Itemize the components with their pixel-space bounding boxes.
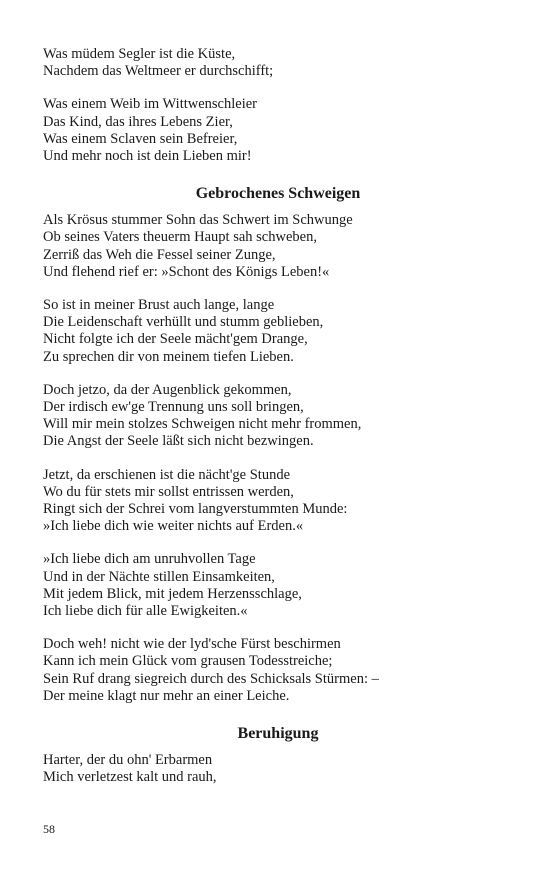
verse-line: »Ich liebe dich am unruhvollen Tage [43,551,256,568]
verse-line: Die Leidenschaft verhüllt und stumm geblieben, [43,314,324,331]
verse-line: Und mehr noch ist dein Lieben mir! [43,148,252,165]
page-content [43,46,513,803]
verse-line: Nachdem das Weltmeer er durchschifft; [43,63,274,80]
poem-gebrochenes-schweigen [43,184,513,705]
verse-line: Der irdisch ew'ge Trennung uns soll bringen, [43,399,304,416]
verse-line: Und in der Nächte stillen Einsamkeiten, [43,568,275,585]
verse-line: Zerriß das Weh die Fessel seiner Zunge, [43,246,276,263]
verse-line: Das Kind, das ihres Lebens Zier, [43,113,233,130]
verse-line: Was müdem Segler ist die Küste, [43,46,236,62]
poem-title: Beruhigung [237,725,319,743]
verse-line: Und flehend rief er: »Schont des Königs Leben!« [43,263,330,280]
verse-line: Doch weh! nicht wie der lyd'sche Fürst beschirmen [43,636,341,653]
verse-line: Wo du für stets mir sollst entrissen werden, [43,483,294,500]
stanza [43,297,513,366]
verse-line: Doch jetzo, da der Augenblick gekommen, [43,381,292,398]
stanza [43,96,513,165]
stanza [43,467,513,536]
verse-line: Mich verletzest kalt und rauh, [43,769,217,786]
poem-title: Gebrochenes Schweigen [195,185,361,203]
stanza [43,636,513,705]
poem-beruhigung [43,724,513,786]
verse-line: Harter, der du ohn' Erbarmen [43,752,213,769]
verse-line: Die Angst der Seele läßt sich nicht bezwingen. [43,433,314,450]
verse-line: Was einem Sclaven sein Befreier, [43,130,238,147]
stanza [43,752,513,786]
verse-line: »Ich liebe dich wie weiter nichts auf Erden.« [43,518,304,535]
stanza [43,551,513,620]
stanza [43,46,513,80]
verse-line: So ist in meiner Brust auch lange, lange [43,297,275,314]
verse-line: Will mir mein stolzes Schweigen nicht mehr frommen, [43,416,362,433]
verse-line: Mit jedem Blick, mit jedem Herzensschlage, [43,585,302,602]
verse-line: Sein Ruf drang siegreich durch des Schicksals Stürmen: – [43,670,379,687]
verse-line: Jetzt, da erschienen ist die nächt'ge Stunde [43,466,291,483]
verse-line: Zu sprechen dir von meinem tiefen Lieben. [43,348,294,365]
page-number: 58 [43,822,55,836]
stanza [43,382,513,451]
verse-line: Was einem Weib im Wittwenschleier [43,96,257,113]
verse-line: Ich liebe dich für alle Ewigkeiten.« [43,603,248,620]
verse-line: Kann ich mein Glück vom grausen Todesstreiche; [43,653,333,670]
stanza [43,212,513,281]
verse-line: Als Krösus stummer Sohn das Schwert im Schwunge [43,212,353,229]
poem-continuation [43,46,513,165]
verse-line: Der meine klagt nur mehr an einer Leiche. [43,687,290,704]
verse-line: Ringt sich der Schrei vom langverstummten Munde: [43,501,348,518]
verse-line: Nicht folgte ich der Seele mächt'gem Drange, [43,331,308,348]
verse-line: Ob seines Vaters theuerm Haupt sah schweben, [43,229,317,246]
